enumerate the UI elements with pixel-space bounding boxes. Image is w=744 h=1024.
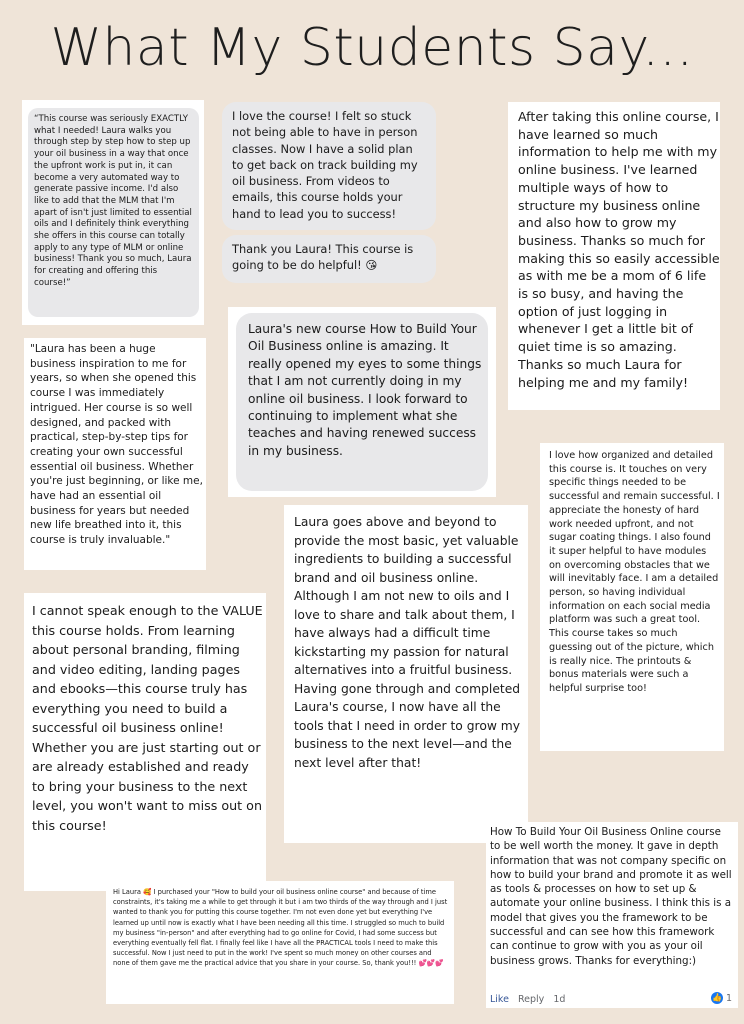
comment-actions <box>490 994 571 1005</box>
testimonial-card <box>540 443 724 751</box>
message-bubble <box>222 235 436 283</box>
thumbs-up-icon: 👍 <box>711 993 722 1002</box>
reaction-summary[interactable] <box>711 992 732 1004</box>
testimonial-text: I love how organized and detailed this course is. It touches on very specific things needed to be successful and remain successful. I appreciate the honesty of hard work needed upfront, and not sugar coating things. I also found it super helpful to have modules on overcoming obstacles that we will inevitably face. I am a detailed person, so having individual information on each social media platform was such a great tool. This course takes so much guessing out of the picture, which is really nice. The printouts & bonus materials were such a helpful surprise too! <box>549 450 720 694</box>
testimonial-text: Laura goes above and beyond to provide the most basic, yet valuable ingredients to building a successful brand and oil business online. Although I am not new to oils and I love to share and talk about them, I have always had a difficult time kickstarting my passion for natural alternatives into a fruitful business. Having gone through and completed Laura's course, I now have all the tools that I need in order to grow my business to the next level—and the next level after that! <box>294 515 521 770</box>
testimonial-text: Hi Laura 🥰 I purchased your "How to build your oil business online course" and because of time constraints, it's taking me a while to get through it but i am two thirds of the way through and I just wanted to thank you for putting this course together. I'm not even done yet but everything I've learned up until now is exactly what I have been needing all this time. I struggled so much to build my business "in-person" and after everything had to go online for Covid, I had some success but everything eventually fell flat. I finally feel like I have all the PRACTICAL tools I need to make this successful. Now I just need to put in the work! I've spent so much money on other courses and none of them gave me the practical advice that you share in your course. So, thank you!!! 💕💕💕 <box>113 888 448 968</box>
testimonial-text: "Laura has been a huge business inspiration to me for years, so when she opened this course I was immediately intrigued. Her course is so well designed, and packed with practical, step-by-step tips for creating your own successful essential oil business. Whether you're just beginning, or like me, have had an essential oil business for years but needed new life breathed into it, this course is truly invaluable." <box>30 343 203 547</box>
testimonial-text: Laura's new course How to Build Your Oil Business online is amazing. It really opened my eyes to some things that I am not currently doing in my online oil business. I look forward to continuing to implement what she teaches and having renewed success in my business. <box>248 322 482 458</box>
testimonial-card <box>22 100 204 325</box>
testimonial-card <box>106 881 454 1004</box>
testimonial-card <box>24 593 266 891</box>
testimonial-card <box>284 505 528 843</box>
testimonial-text: After taking this online course, I have learned so much information to help me with my online business. I've learned multiple ways of how to structure my business online and also how to grow my business. Thanks so much for making this so easily accessible as with me be a mom of 6 life is so busy, and having the option of just logging in whenever I get a little bit of quiet time is so amazing. Thanks so much Laura for helping me and my family! <box>518 109 720 390</box>
page-title: What My Students Say... <box>50 18 694 78</box>
reaction-count: 1 <box>725 992 732 1004</box>
testimonial-text: How To Build Your Oil Business Online course to be well worth the money. It gave in depth information that was not company specific on how to build your brand and promote it as well as tools & processes on how to set up & automate your online business. I think this is a model that gives you the framework to be successful and can see how this framework can continue to grow with you as your oil business grows. Thanks for everything:) <box>490 826 732 967</box>
testimonial-card <box>24 338 206 570</box>
message-bubble <box>222 102 436 230</box>
testimonial-card <box>508 102 720 410</box>
testimonial-text: I cannot speak enough to the VALUE this course holds. From learning about personal branding, filming and video editing, landing pages and ebooks—this course truly has everything you need to build a successful oil business online! Whether you are just starting out or are already established and ready to bring your business to the next level, you won't want to miss out on this course! <box>32 603 263 833</box>
facebook-comment-card <box>486 822 738 1008</box>
message-bubble <box>236 313 488 491</box>
testimonial-card <box>228 307 496 497</box>
comment-age: 1d <box>553 994 566 1005</box>
like-link[interactable]: Like <box>490 994 509 1005</box>
testimonial-text: Thank you Laura! This course is going to be do helpful! 😘 <box>232 242 414 273</box>
testimonial-text: I love the course! I felt so stuck not being able to have in person classes. Now I have a solid plan to get back on track building my oil business. From videos to emails, this course holds your hand to lead you to success! <box>232 109 418 221</box>
testimonial-text: “This course was seriously EXACTLY what I needed! Laura walks you through step by step how to step up your oil business in a way that once the upfront work is put in, it can become a very automated way to generate passive income. I'd also like to add that the MLM that I'm apart of isn't just limited to essential oils and I definitely think everything she offers in this course can totally apply to any type of MLM or online business! Thank you so much, Laura for creating and offering this course!” <box>34 114 192 288</box>
message-bubble <box>28 108 199 317</box>
reply-link[interactable]: Reply <box>517 994 545 1005</box>
testimonial-card <box>222 102 436 284</box>
